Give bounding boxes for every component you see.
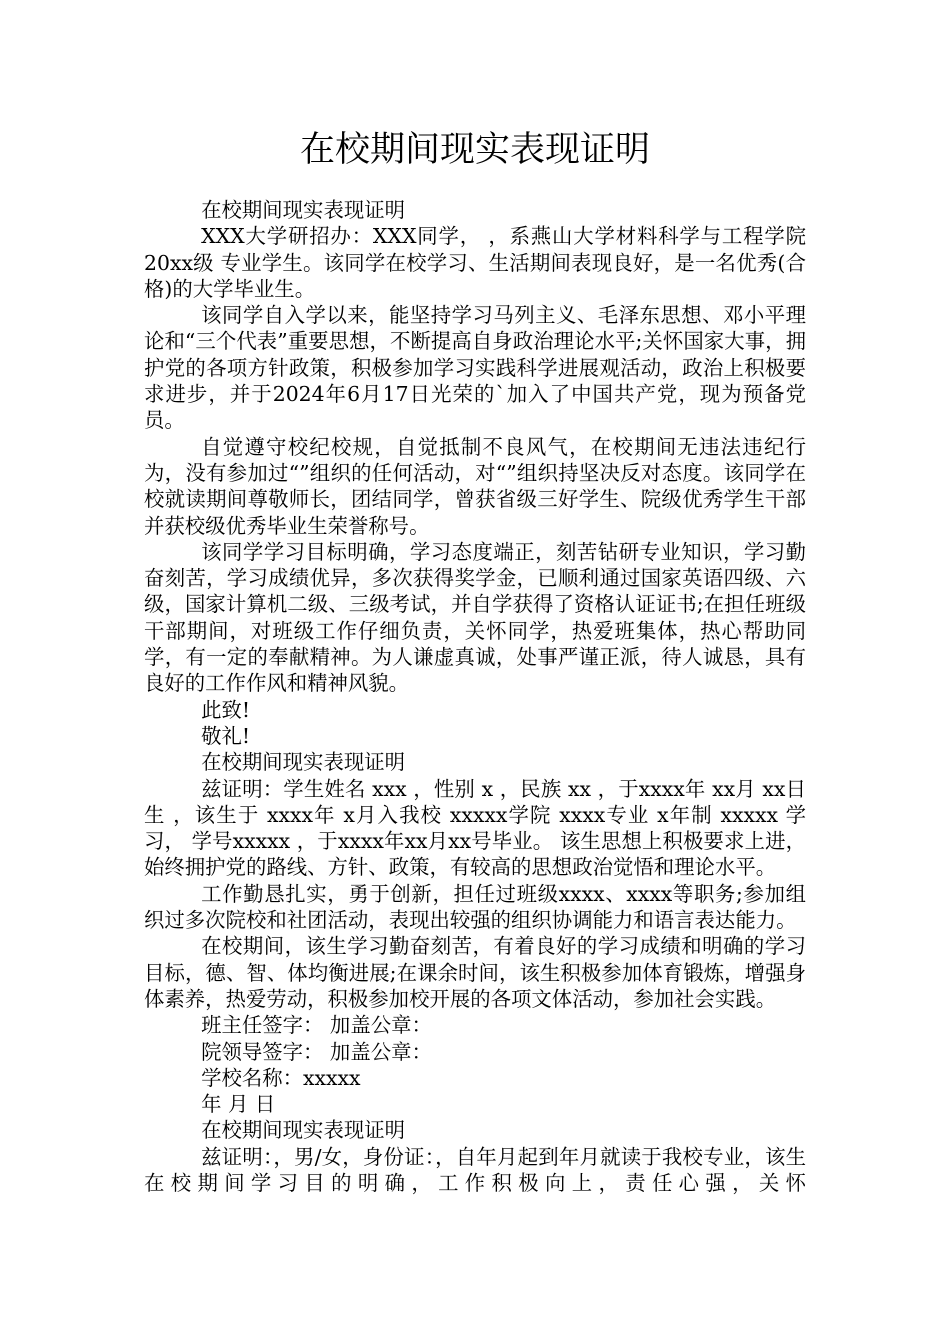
signature-line: 院领导签字： 加盖公章： [201,1039,432,1064]
school-name-line: 学校名称：xxxxx [201,1065,361,1090]
paragraph: 兹证明：，男/女，身份证：，自年月起到年月就读于我校专业，该生在校期间学习目的明确，工作积极向上，责任心强，关怀 [144,1144,806,1195]
signature-line: 班主任签字： 加盖公章： [201,1013,432,1038]
section-heading: 在校期间现实表现证明 [201,750,406,775]
section-heading: 在校期间现实表现证明 [201,198,406,222]
section-heading: 在校期间现实表现证明 [201,1118,406,1143]
paragraph: 自觉遵守校纪校规，自觉抵制不良风气，在校期间无违法违纪行为，没有参加过“”组织的任何活动，对“”组织持坚决反对态度。该同学在校就读期间尊敬师长，团结同学，曾获省级三好学生、院级优秀学生干部并获校级优秀毕业生荣誉称号。 [144,434,806,538]
date-line: 年 月 日 [201,1092,276,1117]
paragraph: 在校期间，该生学习勤奋刻苦，有着良好的学习成绩和明确的学习目标，德、智、体均衡进展;在课余时间，该生积极参加体育锻炼，增强身体素养，热爱劳动，积极参加校开展的各项文体活动，参加社会实践。 [144,934,806,1011]
paragraph: XXX大学研招办：XXX同学， ，系燕山大学材料科学与工程学院20xx级 专业学生。该同学在校学习、生活期间表现良好，是一名优秀(合格)的大学毕业生。 [144,224,806,301]
paragraph: 该同学自入学以来，能坚持学习马列主义、毛泽东思想、邓小平理论和“三个代表”重要思想，不断提高自身政治理论水平;关怀国家大事，拥护党的各项方针政策，积极参加学习实践科学进展观活动，政治上积极要求进步，并于2024年6月17日光荣的`加入了中国共产党，现为预备党员。 [144,303,806,433]
document-body [144,197,806,1196]
paragraph: 该同学学习目标明确，学习态度端正，刻苦钻研专业知识，学习勤奋刻苦，学习成绩优异，多次获得奖学金，已顺利通过国家英语四级、六级，国家计算机二级、三级考试，并自学获得了资格认证证书;在担任班级干部期间，对班级工作仔细负责，关怀同学，热爱班集体，热心帮助同学，有一定的奉献精神。为人谦虚真诚，处事严谨正派，待人诚恳，具有良好的工作作风和精神风貌。 [144,539,806,696]
paragraph: 兹证明：学生姓名 xxx ，性别 x ，民族 xx ，于xxxx年 xx月 xx日生 ，该生于 xxxx年 x月入我校 xxxxx学院 xxxx专业 x年制 xxxxx 学习， 学号xxxxx ，于xxxx年xx月xx号毕业。 该生思想上积极要求上进，始终拥护党的路线、方针、政策，有较高的思想政治觉悟和理论水平。 [144,776,806,880]
paragraph: 工作勤恳扎实，勇于创新，担任过班级xxxx、xxxx等职务;参加组织过多次院校和社团活动，表现出较强的组织协调能力和语言表达能力。 [144,881,806,933]
closing-line: 敬礼! [201,723,251,748]
document-title: 在校期间现实表现证明 [299,130,650,170]
closing-line: 此致! [201,697,251,722]
